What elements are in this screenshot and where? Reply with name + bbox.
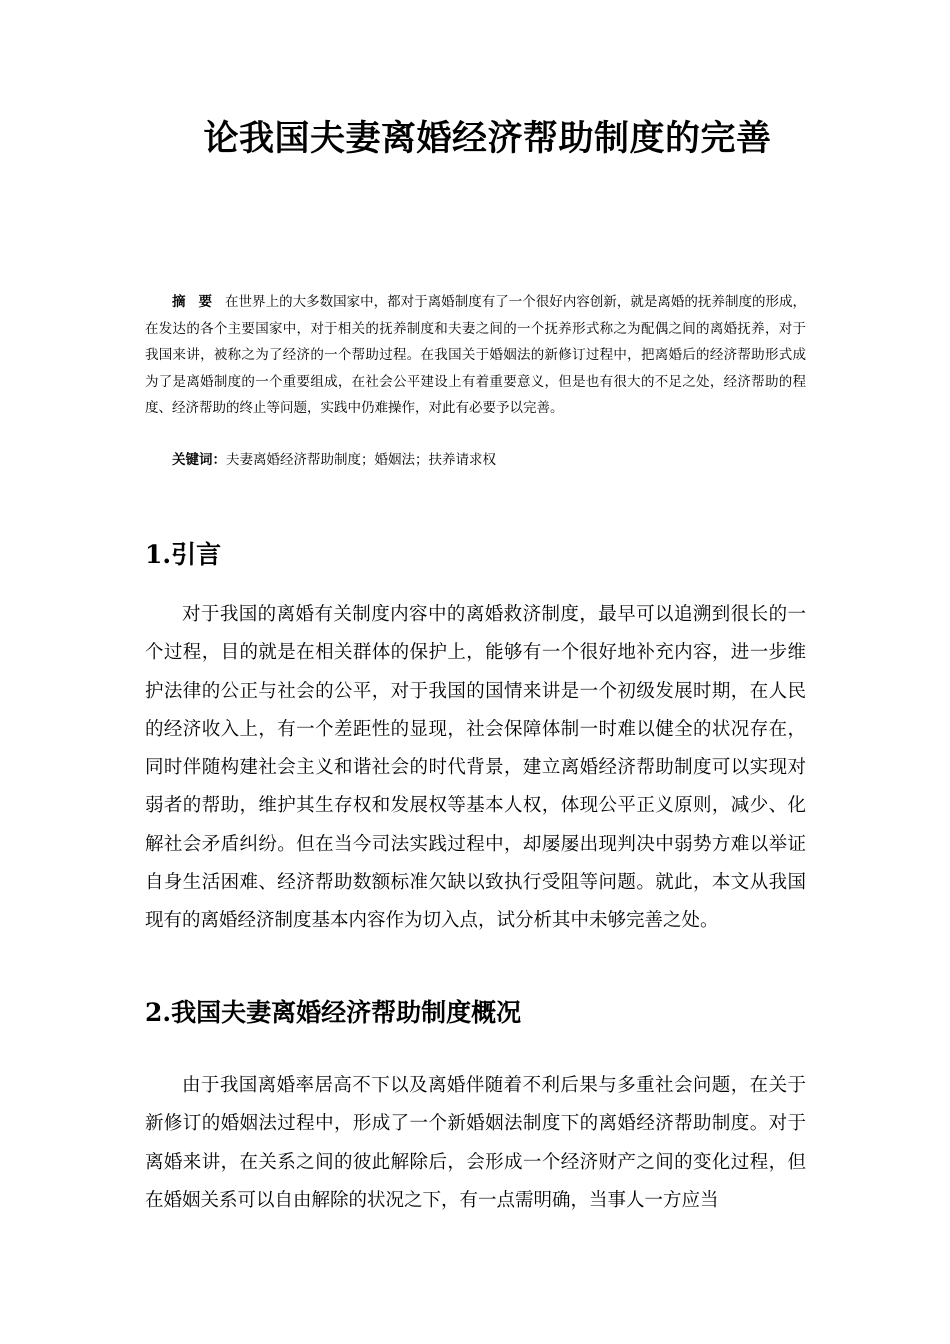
section-heading-introduction: 1.引言 (145, 540, 222, 569)
keywords-text: 夫妻离婚经济帮助制度；婚姻法；扶养请求权 (226, 452, 496, 468)
section-paragraph-overview: 由于我国离婚率居高不下以及离婚伴随着不利后果与多重社会问题，在关于新修订的婚姻法过程中，形成了一个新婚姻法制度下的离婚经济帮助制度。对于离婚来讲，在关系之间的彼此解除后，会形成一个经济财产之间的变化过程，但在婚姻关系可以自由解除的状况之下，有一点需明确，当事人一方应当 (145, 1075, 806, 1211)
keywords-label: 关键词： (172, 452, 226, 468)
abstract-text: 在世界上的大多数国家中，都对于离婚制度有了一个很好内容创新，就是离婚的抚养制度的形成，在发达的各个主要国家中，对于相关的抚养制度和夫妻之间的一个抚养形式称之为配偶之间的离婚抚养，对于我国来讲，被称之为了经济的一个帮助过程。在我国关于婚姻法的新修订过程中，把离婚后的经济帮助形式成为了是离婚制度的一个重要组成，在社会公平建设上有着重要意义，但是也有很大的不足之处，经济帮助的程度、经济帮助的终止等问题，实践中仍难操作，对此有必要予以完善。 (145, 294, 807, 417)
abstract-label: 摘要 (172, 294, 226, 310)
abstract (145, 289, 806, 422)
section-heading-overview: 2.我国夫妻离婚经济帮助制度概况 (145, 998, 522, 1027)
keywords (145, 450, 806, 470)
section-paragraph-introduction: 对于我国的离婚有关制度内容中的离婚救济制度，最早可以追溯到很长的一个过程，目的就是在相关群体的保护上，能够有一个很好地补充内容，进一步维护法律的公正与社会的公平，对于我国的国情来讲是一个初级发展时期，在人民的经济收入上，有一个差距性的显现，社会保障体制一时难以健全的状况存在，同时伴随构建社会主义和谐社会的时代背景，建立离婚经济帮助制度可以实现对弱者的帮助，维护其生存权和发展权等基本人权，体现公平正义原则，减少、化解社会矛盾纠纷。但在当今司法实践过程中，却屡屡出现判决中弱势方难以举证自身生活困难、经济帮助数额标准欠缺以致执行受阻等问题。就此，本文从我国现有的离婚经济制度基本内容作为切入点，试分析其中未够完善之处。 (145, 604, 806, 932)
paper-title: 论我国夫妻离婚经济帮助制度的完善 (203, 118, 772, 159)
